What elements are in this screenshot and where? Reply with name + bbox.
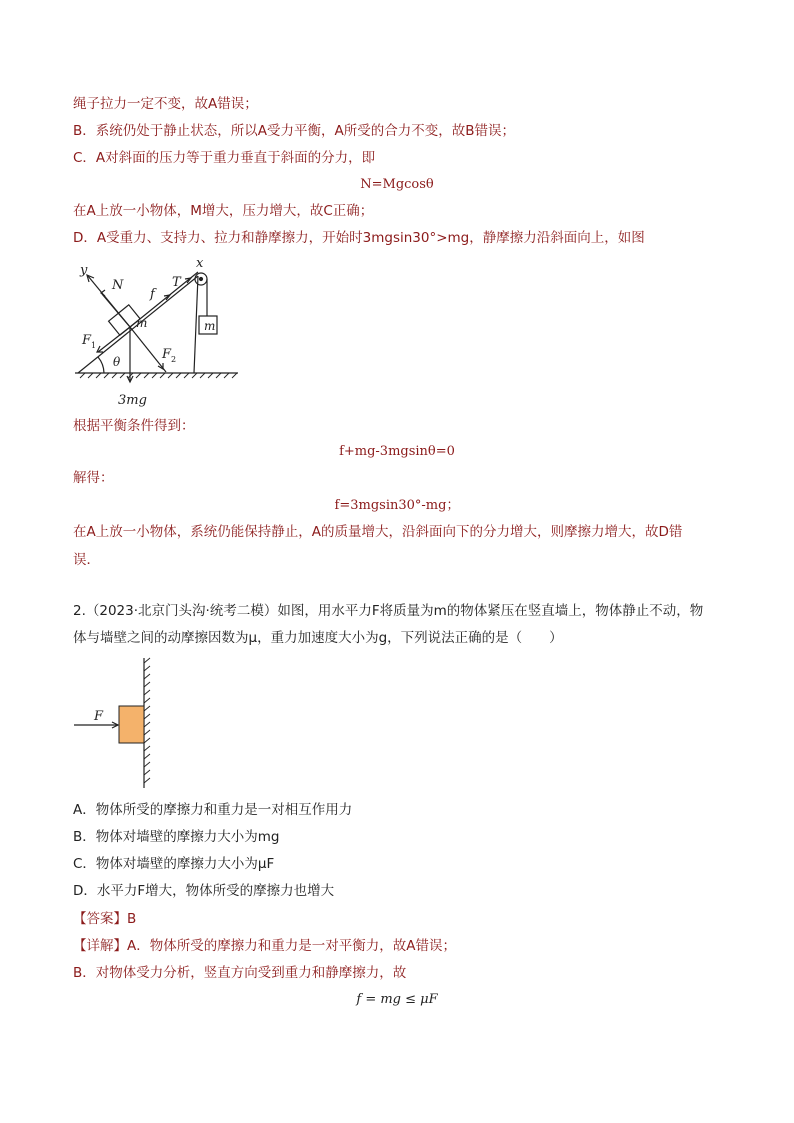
label-theta: θ — [113, 355, 121, 369]
option-a: A．物体所受的摩擦力和重力是一对相互作用力 — [73, 802, 353, 818]
equation-balance: f+mg-3mgsinθ=0 — [339, 444, 455, 459]
label-x: x — [196, 256, 204, 271]
solution-line-7: 解得： — [73, 470, 114, 486]
label-hanging-m: m — [204, 319, 216, 333]
pressed-block — [119, 706, 144, 743]
label-F2: F — [162, 347, 172, 362]
answer-line: 【答案】B — [73, 911, 137, 927]
option-d: D．水平力F增大，物体所受的摩擦力也增大 — [73, 883, 335, 899]
label-F2-sub: 2 — [171, 355, 177, 364]
label-y: y — [80, 263, 88, 278]
equation-final: f = mg ≤ μF — [356, 992, 438, 1007]
solution-line-3: C．A对斜面的压力等于重力垂直于斜面的分力，即 — [73, 150, 376, 166]
option-b: B．物体对墙壁的摩擦力大小为mg — [73, 829, 280, 845]
incline-vertical — [194, 276, 198, 373]
solution-line-4: 在A上放一小物体，M增大，压力增大，故C正确； — [73, 203, 374, 219]
wall-block-diagram — [70, 655, 170, 790]
label-F1: F — [82, 333, 92, 348]
force-f2-arrow — [130, 327, 166, 372]
equation-solve: f=3mgsin30°-mg； — [334, 498, 460, 513]
label-weight: 3mg — [118, 393, 147, 408]
question-2-line-2: 体与墙壁之间的动摩擦因数为μ，重力加速度大小为g，下列说法正确的是（ ） — [73, 630, 563, 646]
detail-line-1: 【详解】A．物体所受的摩擦力和重力是一对平衡力，故A错误； — [73, 938, 456, 954]
label-T: T — [172, 275, 181, 290]
wall-hatch — [144, 658, 150, 783]
label-f: f — [150, 287, 155, 302]
label-block-m: m — [136, 316, 148, 330]
solution-line-5: D．A受重力、支持力、拉力和静摩擦力，开始时3mgsin30°>mg，静摩擦力沿斜面向上，如图 — [73, 230, 645, 246]
ground-hatch — [80, 373, 237, 378]
label-N: N — [112, 278, 124, 293]
force-f1-arrow — [98, 327, 130, 352]
normal-force-arrow — [102, 294, 130, 327]
detail-line-2: B．对物体受力分析，竖直方向受到重力和静摩擦力，故 — [73, 965, 407, 981]
label-F1-sub: 1 — [91, 341, 97, 350]
solution-line-8: 在A上放一小物体，系统仍能保持静止，A的质量增大，沿斜面向下的分力增大，则摩擦力增大，故D错 — [73, 524, 683, 540]
solution-line-6: 根据平衡条件得到： — [73, 418, 195, 434]
theta-arc — [98, 357, 104, 373]
solution-line-1: 绳子拉力一定不变，故A错误； — [73, 96, 258, 112]
incline-force-diagram — [70, 254, 250, 414]
label-force-F: F — [94, 709, 104, 724]
solution-line-2: B．系统仍处于静止状态，所以A受力平衡，A所受的合力不变，故B错误； — [73, 123, 515, 139]
question-2-line-1: 2.（2023·北京门头沟·统考二模）如图，用水平力F将质量为m的物体紧压在竖直墙上，物体静止不动，物 — [73, 603, 704, 619]
equation-normal-force: N=Mgcosθ — [360, 177, 434, 192]
option-c: C．物体对墙壁的摩擦力大小为μF — [73, 856, 275, 872]
solution-line-9: 误． — [73, 552, 100, 568]
